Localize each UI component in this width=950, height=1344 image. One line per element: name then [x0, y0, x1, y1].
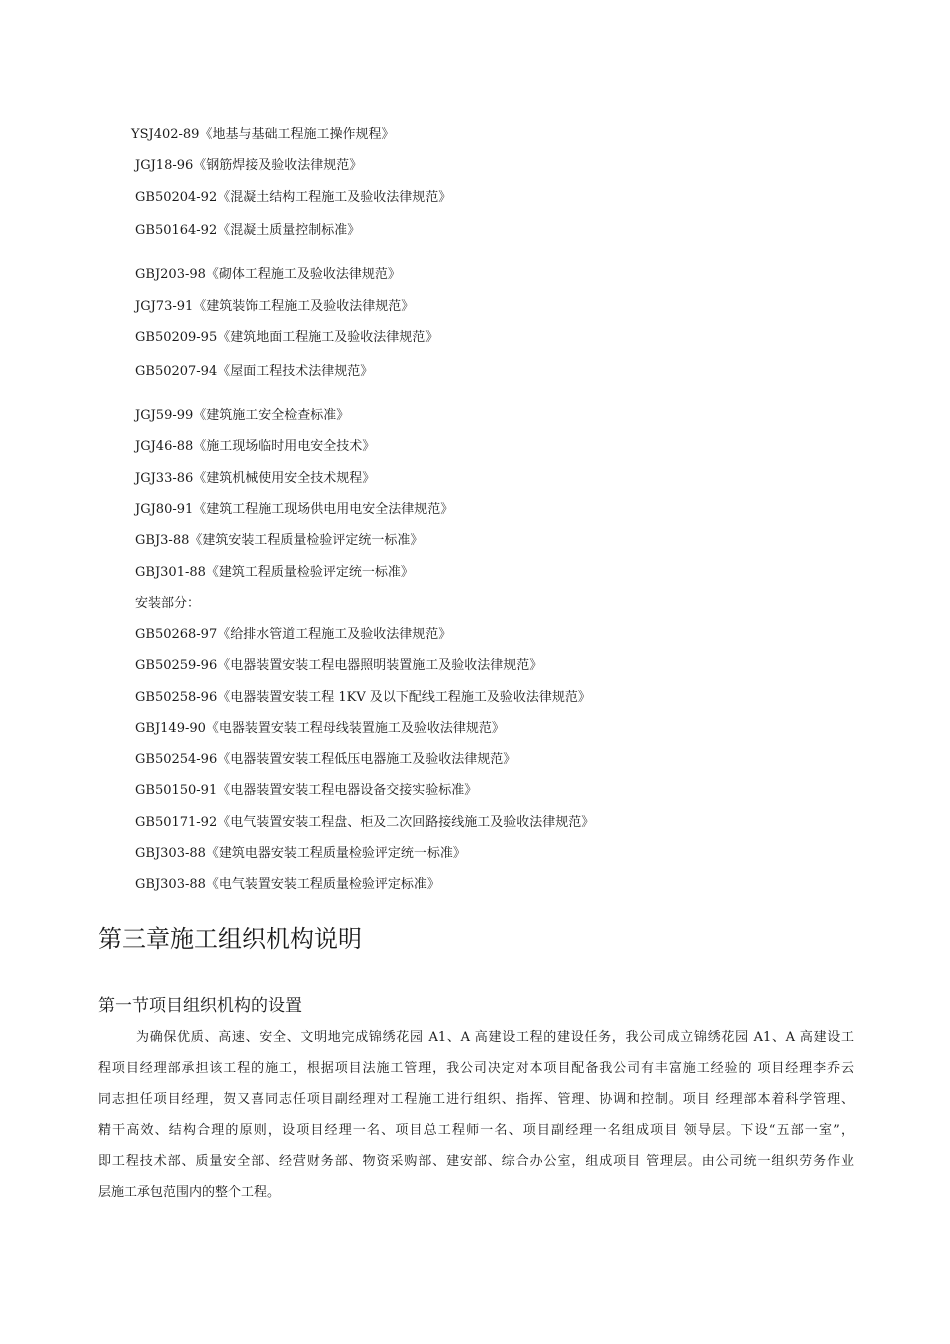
standard-item: YSJ402-89《地基与基础工程施工操作规程》: [131, 127, 395, 142]
standard-item: JGJ80-91《建筑工程施工现场供电用电安全法律规范》: [135, 502, 454, 517]
standard-item: GB50254-96《电器装置安装工程低压电器施工及验收法律规范》: [135, 752, 517, 767]
paragraph-line: 即工程技术部、质量安全部、经营财务部、物资采购部、建安部、综合办公室，组成项目 管理层。由公司统一组织劳务作业: [98, 1154, 854, 1169]
standard-item: JGJ46-88《施工现场临时用电安全技术》: [135, 439, 376, 454]
standard-item: JGJ73-91《建筑装饰工程施工及验收法律规范》: [135, 299, 415, 314]
standard-item: GB50207-94《屋面工程技术法律规范》: [135, 364, 374, 379]
paragraph-line: 为确保优质、高速、安全、文明地完成锦绣花园 A1、A 高建设工程的建设任务，我公司成立锦绣花园 A1、A 高建设工: [136, 1030, 854, 1045]
standard-item: JGJ33-86《建筑机械使用安全技术规程》: [135, 471, 376, 486]
standard-item: GB50258-96《电器装置安装工程 1KV 及以下配线工程施工及验收法律规范》: [135, 690, 591, 705]
standard-item: GB50164-92《混凝土质量控制标准》: [135, 223, 361, 238]
standard-item: GB50150-91《电器装置安装工程电器设备交接实验标准》: [135, 783, 478, 798]
standard-item: GB50204-92《混凝土结构工程施工及验收法律规范》: [135, 190, 452, 205]
chapter-title: 第三章施工组织机构说明: [98, 925, 362, 953]
standard-item: JGJ18-96《钢筋焊接及验收法律规范》: [135, 158, 363, 173]
standard-item: GBJ3-88《建筑安装工程质量检验评定统一标准》: [135, 533, 424, 548]
standard-item: GB50268-97《给排水管道工程施工及验收法律规范》: [135, 627, 452, 642]
standards-subheading: 安装部分：: [135, 596, 201, 611]
paragraph-line: 同志担任项目经理，贺又喜同志任项目副经理对工程施工进行组织、指挥、管理、协调和控制。项目 经理部本着科学管理、: [98, 1092, 854, 1107]
standard-item: GB50171-92《电气装置安装工程盘、柜及二次回路接线施工及验收法律规范》: [135, 815, 595, 830]
standard-item: GBJ301-88《建筑工程质量检验评定统一标准》: [135, 565, 414, 580]
section-title: 第一节项目组织机构的设置: [98, 996, 302, 1016]
standard-item: GBJ303-88《电气装置安装工程质量检验评定标准》: [135, 877, 440, 892]
paragraph-line: 程项目经理部承担该工程的施工，根据项目法施工管理，我公司决定对本项目配备我公司有丰富施工经验的 项目经理李乔云: [98, 1061, 854, 1076]
standard-item: JGJ59-99《建筑施工安全检查标准》: [135, 408, 350, 423]
standard-item: GBJ149-90《电器装置安装工程母线装置施工及验收法律规范》: [135, 721, 505, 736]
standard-item: GB50209-95《建筑地面工程施工及验收法律规范》: [135, 330, 439, 345]
body-paragraph: [98, 1022, 854, 1208]
paragraph-line: 层施工承包范围内的整个工程。: [98, 1185, 281, 1200]
standard-item: GBJ303-88《建筑电器安装工程质量检验评定统一标准》: [135, 846, 466, 861]
standard-item: GB50259-96《电器装置安装工程电器照明装置施工及验收法律规范》: [135, 658, 543, 673]
standard-item: GBJ203-98《砌体工程施工及验收法律规范》: [135, 267, 401, 282]
paragraph-line: 精干高效、结构合理的原则，设项目经理一名、项目总工程师一名、项目副经理一名组成项目 领导层。下设“五部一室”，: [98, 1123, 854, 1138]
